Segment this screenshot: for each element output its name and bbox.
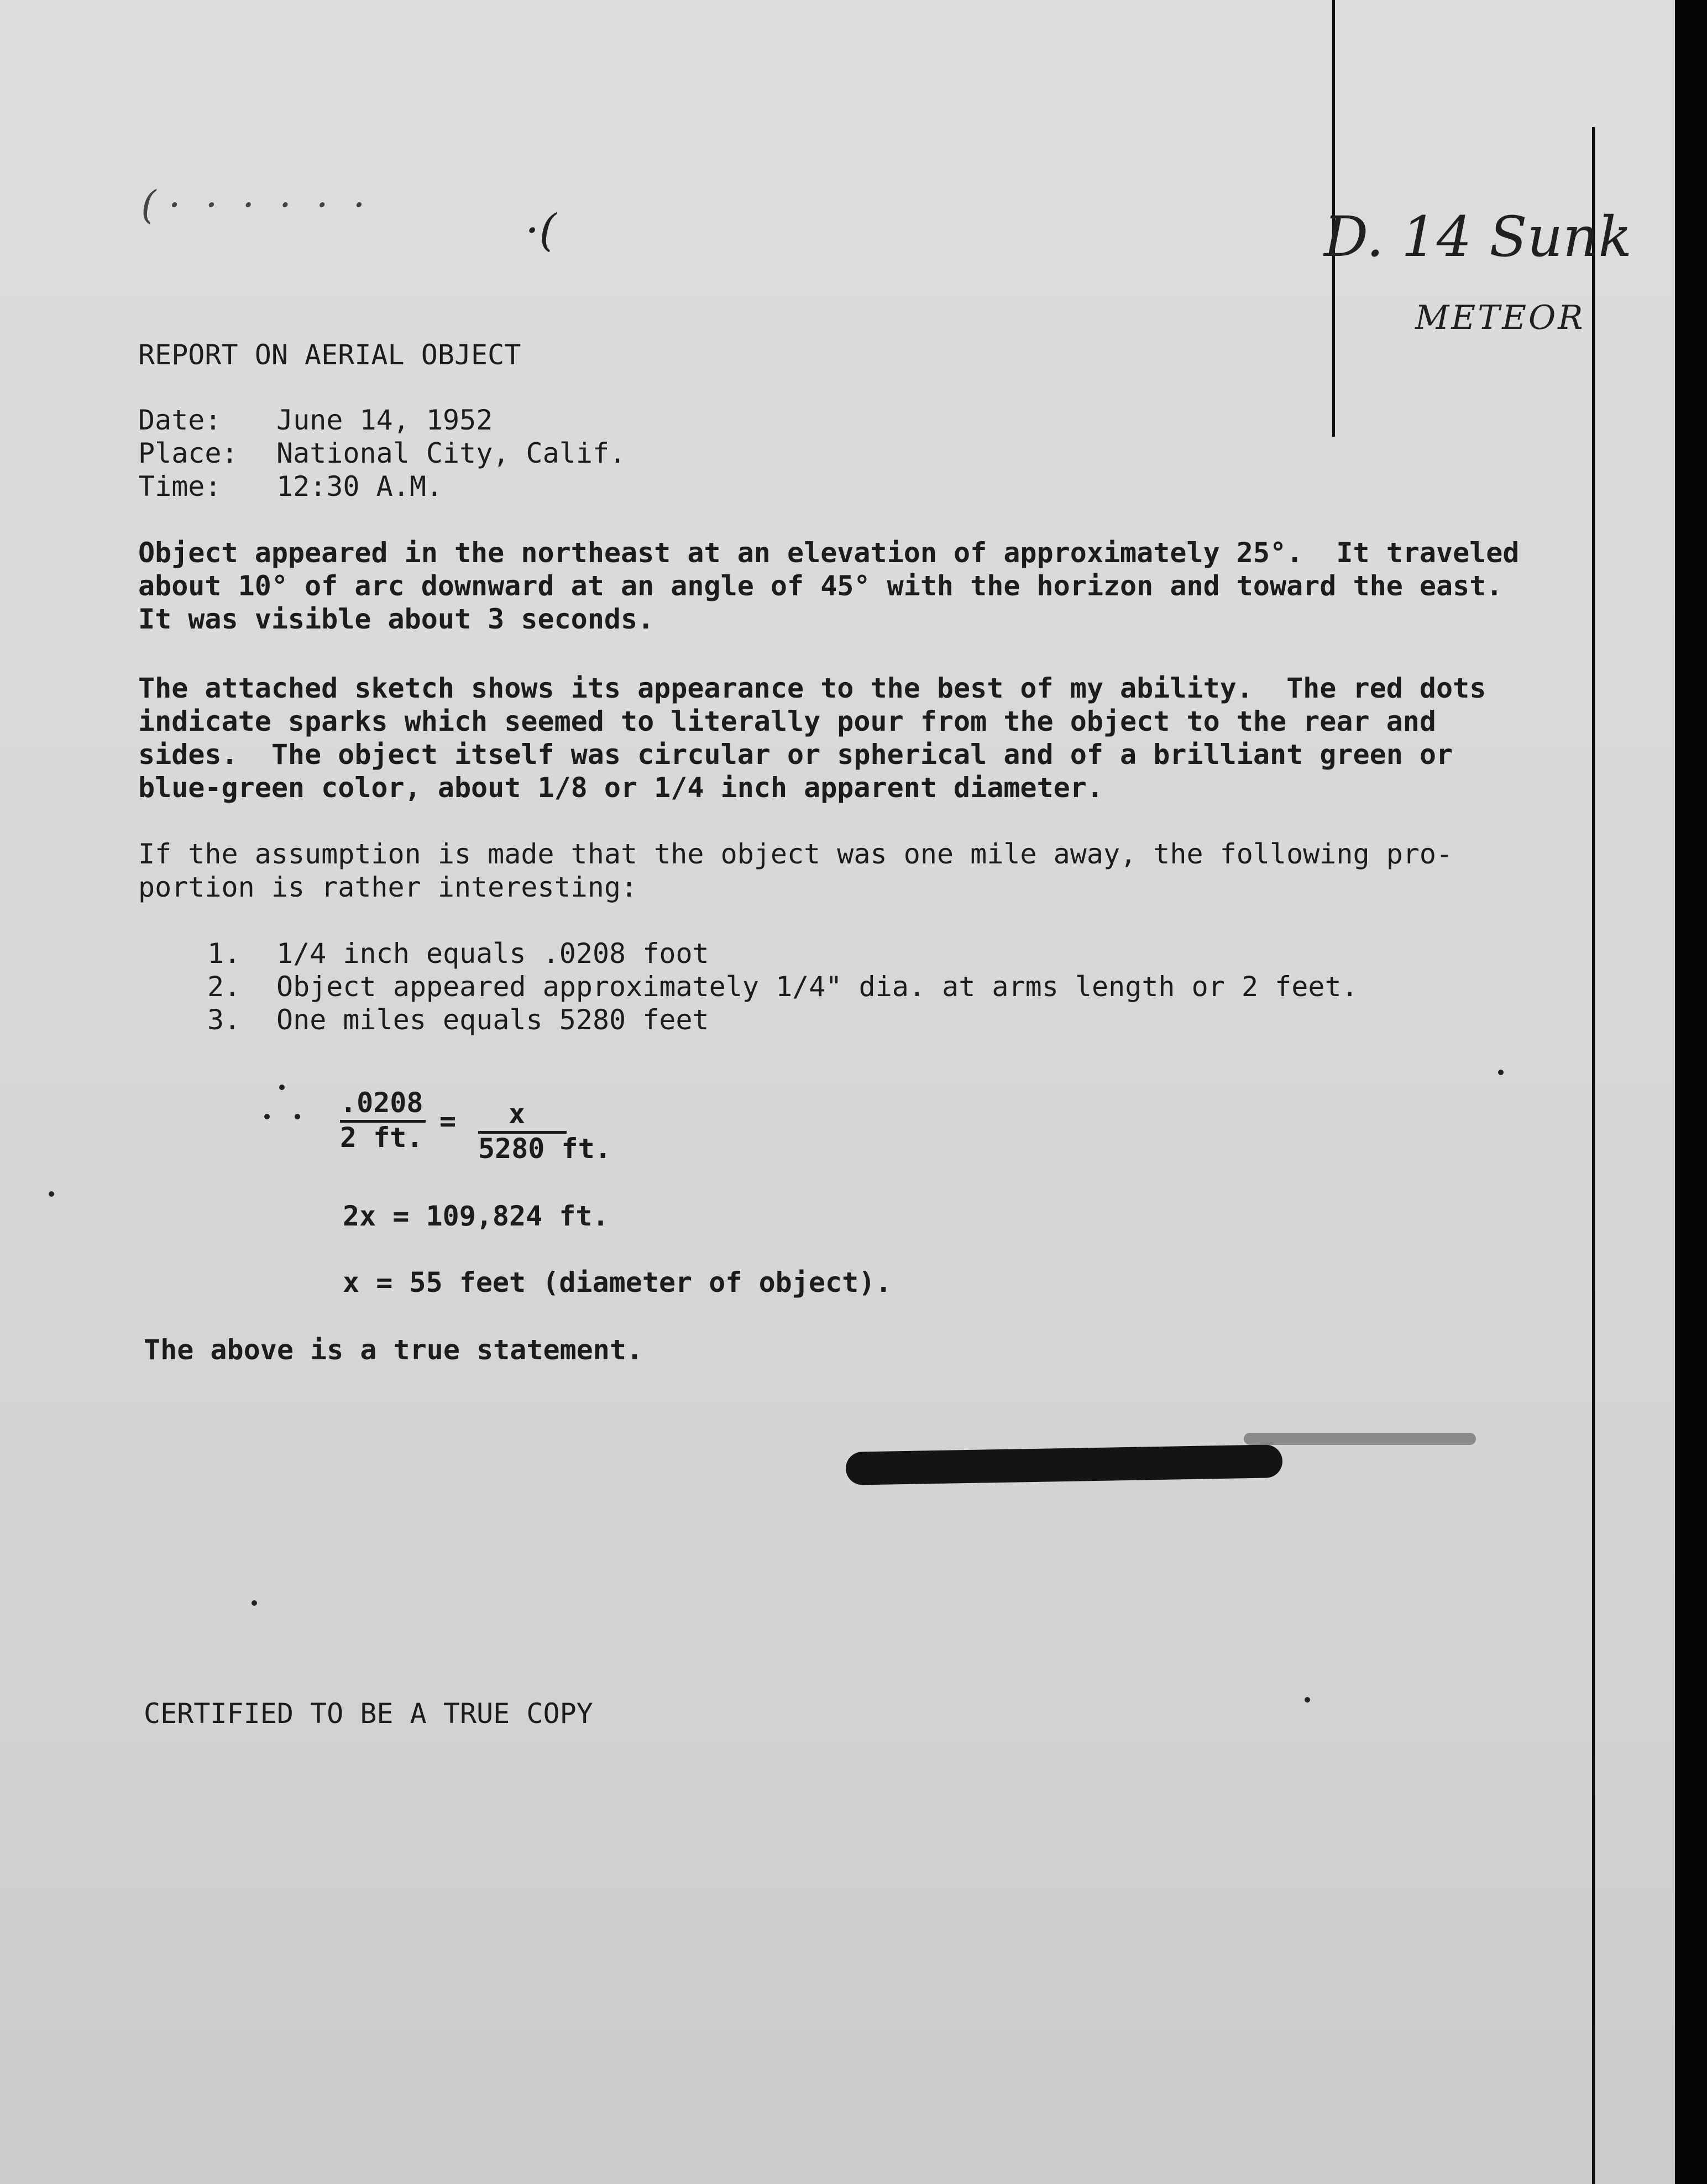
equation-line-3: x = 55 feet (diameter of object). [343, 1266, 892, 1298]
list-text: One miles equals 5280 feet [276, 1004, 709, 1036]
report-title: REPORT ON AERIAL OBJECT [138, 339, 521, 371]
equation-line-2: 2x = 109,824 ft. [343, 1200, 609, 1232]
page-edge-line [1592, 127, 1595, 2184]
list-text: Object appeared approximately 1/4" dia. at arms length or 2 feet. [276, 971, 1358, 1003]
margin-note-line1: D. 14 Sunk [1324, 205, 1632, 269]
paper-speck [49, 1191, 54, 1197]
fraction-right-numerator: x [509, 1098, 526, 1130]
paragraph-line: If the assumption is made that the object was one mile away, the following pro- [138, 838, 1453, 870]
date-value: June 14, 1952 [276, 404, 493, 436]
paper-speck [252, 1600, 257, 1606]
list-number: 3. [207, 1004, 241, 1036]
certification-line: CERTIFIED TO BE A TRUE COPY [144, 1698, 593, 1730]
header-scribble-mark: ( · · · · · · [141, 182, 365, 228]
list-number: 2. [207, 971, 241, 1003]
therefore-dot-right [295, 1114, 300, 1119]
paragraph-line: indicate sparks which seemed to literally pour from the object to the rear and [138, 705, 1436, 737]
paragraph-line: blue-green color, about 1/8 or 1/4 inch apparent diameter. [138, 772, 1103, 804]
paper-speck [1305, 1697, 1310, 1703]
place-value: National City, Calif. [276, 437, 626, 469]
date-label: Date: [138, 404, 222, 436]
place-label: Place: [138, 437, 238, 469]
paper-speck [1498, 1070, 1504, 1075]
fraction-right-denominator: 5280 ft. [478, 1133, 611, 1165]
paragraph-line: The attached sketch shows its appearance to the best of my ability. The red dots [138, 672, 1486, 704]
equation-equals: = [439, 1105, 457, 1137]
paragraph-line: Object appeared in the northeast at an elevation of approximately 25°. It traveled [138, 537, 1520, 569]
fraction-left-denominator: 2 ft. [340, 1122, 423, 1154]
redaction-smear [1244, 1433, 1476, 1445]
time-value: 12:30 A.M. [276, 470, 443, 502]
list-text: 1/4 inch equals .0208 foot [276, 938, 709, 970]
paragraph-line: sides. The object itself was circular or spherical and of a brilliant green or [138, 739, 1453, 771]
therefore-dot-top [279, 1085, 285, 1090]
time-label: Time: [138, 470, 222, 502]
list-number: 1. [207, 938, 241, 970]
header-paren-mark: ·( [525, 205, 557, 256]
paragraph-line: portion is rather interesting: [138, 871, 638, 903]
fraction-left-numerator: .0208 [340, 1087, 423, 1119]
paragraph-line: about 10° of arc downward at an angle of 45° with the horizon and toward the east. [138, 570, 1503, 602]
margin-note-line2: METEOR [1415, 298, 1585, 337]
redacted-signature [846, 1444, 1283, 1485]
true-statement: The above is a true statement. [144, 1334, 643, 1366]
paragraph-line: It was visible about 3 seconds. [138, 603, 654, 635]
therefore-dot-left [264, 1114, 270, 1119]
